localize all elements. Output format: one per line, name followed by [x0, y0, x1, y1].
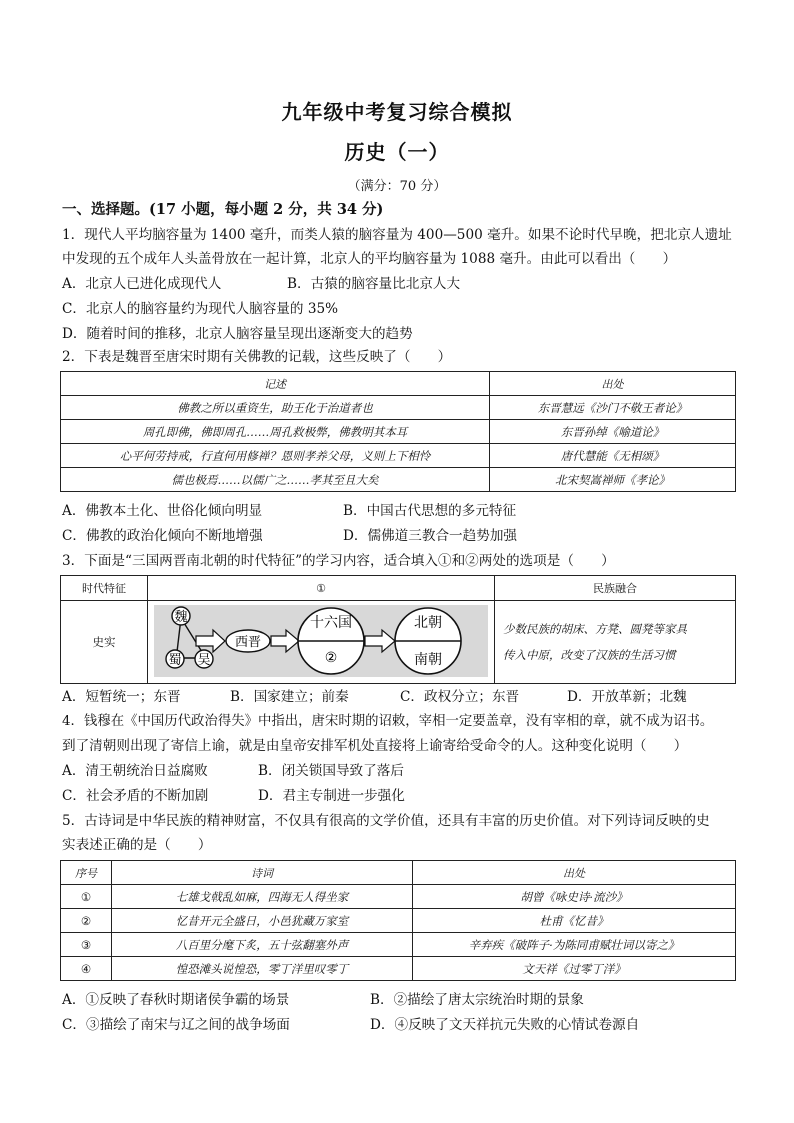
- q3-stem: 3．下面是“三国两晋南北朝的时代特征”的学习内容，适合填入①和②两处的选项是（ ）: [62, 553, 615, 569]
- q1-stem-line2: 中发现的五个成年人头盖骨放在一起计算，北京人的平均脑容量为 1088 毫升。由此可以看出（ ）: [62, 251, 677, 267]
- q3-option-c[interactable]: C．政权分立；东晋: [400, 689, 520, 705]
- q4-option-a[interactable]: A．清王朝统治日益腐败: [62, 763, 208, 779]
- node-nanchao-label: 南朝: [414, 651, 442, 668]
- q5-header-poem: 诗词: [112, 861, 413, 885]
- q2-cell: 心平何劳持戒，行直何用修禅？恩则孝养父母，义则上下相怜: [61, 444, 490, 468]
- q2-cell: 周孔即佛，佛即周孔……周孔救极弊，佛教明其本耳: [61, 420, 490, 444]
- q3-header-fusion: 民族融合: [495, 576, 736, 601]
- q2-table: [60, 371, 736, 492]
- q5-cell-index: ③: [61, 933, 112, 957]
- q5-cell-index: ①: [61, 885, 112, 909]
- table-row: [61, 396, 736, 420]
- q5-cell-source: 文天祥《过零丁洋》: [413, 957, 736, 981]
- q5-stem-line1: 5．古诗词是中华民族的精神财富，不仅具有很高的文学价值，还具有丰富的历史价值。对下列诗词反映的史: [62, 813, 710, 829]
- q2-stem: 2．下表是魏晋至唐宋时期有关佛教的记载，这些反映了（ ）: [62, 349, 452, 365]
- q3-header-blank: ①: [148, 576, 495, 601]
- q5-cell-source: 胡曾《咏史诗·流沙》: [413, 885, 736, 909]
- q3-table: [60, 575, 736, 684]
- q2-header-record: 记述: [61, 372, 490, 396]
- q5-cell-poem: 惶恐滩头说惶恐，零丁洋里叹零丁: [112, 957, 413, 981]
- q2-cell: 北宋契嵩禅师《孝论》: [490, 468, 736, 492]
- section-heading: 一、选择题。(17 小题，每小题 2 分，共 34 分): [62, 201, 384, 218]
- q2-option-a[interactable]: A．佛教本土化、世俗化倾向明显: [62, 503, 263, 519]
- node-xijin-label: 西晋: [234, 634, 262, 650]
- q2-option-b[interactable]: B．中国古代思想的多元特征: [343, 503, 517, 519]
- table-row: [61, 420, 736, 444]
- exam-score: （满分：70 分）: [347, 179, 447, 194]
- table-row: [61, 444, 736, 468]
- node-wu-label: 吴: [197, 652, 211, 668]
- q5-cell-poem: 八百里分麾下炙，五十弦翻塞外声: [112, 933, 413, 957]
- q4-option-d[interactable]: D．君主专制进一步强化: [258, 788, 405, 804]
- q1-option-d[interactable]: D．随着时间的推移，北京人脑容量呈现出逐渐变大的趋势: [62, 326, 413, 342]
- q3-fusion-line1: 少数民族的胡床、方凳、圆凳等家具: [503, 622, 687, 636]
- q3-option-d[interactable]: D．开放革新；北魏: [567, 689, 687, 705]
- node-blank2-label: ②: [324, 649, 338, 666]
- q1-option-c[interactable]: C．北京人的脑容量约为现代人脑容量的 35%: [62, 301, 339, 317]
- q4-option-c[interactable]: C．社会矛盾的不断加剧: [62, 788, 209, 804]
- q1-option-a[interactable]: A．北京人已进化成现代人: [62, 276, 222, 292]
- table-row: [61, 885, 736, 909]
- q2-cell: 东晋慧远《沙门不敬王者论》: [490, 396, 736, 420]
- q2-option-d[interactable]: D．儒佛道三教合一趋势加强: [343, 528, 518, 544]
- q2-cell: 佛教之所以重资生，助王化于治道者也: [61, 396, 490, 420]
- q5-table: [60, 860, 736, 981]
- q2-option-c[interactable]: C．佛教的政治化倾向不断地增强: [62, 528, 263, 544]
- table-row: [61, 933, 736, 957]
- q5-cell-index: ②: [61, 909, 112, 933]
- q4-stem-line1: 4．钱穆在《中国历代政治得失》中指出，唐宋时期的诏敕，宰相一定要盖章，没有宰相的章，就不成为诏书。: [62, 714, 714, 729]
- node-wei-label: 魏: [174, 609, 188, 625]
- q5-cell-index: ④: [61, 957, 112, 981]
- exam-subject: 历史（一）: [344, 140, 450, 164]
- q5-cell-poem: 忆昔开元全盛日，小邑犹藏万家室: [112, 909, 413, 933]
- q2-cell: 唐代慧能《无相颂》: [490, 444, 736, 468]
- node-shu-label: 蜀: [168, 652, 182, 668]
- q1-option-b[interactable]: B．古猿的脑容量比北京人大: [287, 276, 461, 292]
- q5-option-c[interactable]: C．③描绘了南宋与辽之间的战争场面: [62, 1017, 290, 1033]
- q5-cell-source: 辛弃疾《破阵子·为陈同甫赋壮词以寄之》: [413, 933, 736, 957]
- q1-stem-line1: 1．现代人平均脑容量为 1400 毫升，而类人猿的脑容量为 400—500 毫升。如果不论时代早晚，把北京人遗址: [62, 227, 732, 243]
- q5-header-index: 序号: [61, 861, 112, 885]
- q5-cell-source: 杜甫《忆昔》: [413, 909, 736, 933]
- q2-cell: 儒也极焉……以儒广之……孝其至且大矣: [61, 468, 490, 492]
- q5-header-source: 出处: [413, 861, 736, 885]
- q3-option-a[interactable]: A．短暂统一；东晋: [62, 689, 181, 705]
- q5-stem-line2: 实表述正确的是（ ）: [62, 837, 212, 853]
- table-row: [61, 909, 736, 933]
- q2-cell: 东晋孙绰《喻道论》: [490, 420, 736, 444]
- q2-header-source: 出处: [490, 372, 736, 396]
- era-diagram: [151, 602, 491, 680]
- q3-fusion-line2: 传入中原，改变了汉族的生活习惯: [503, 648, 676, 662]
- q5-option-a[interactable]: A．①反映了春秋时期诸侯争霸的场景: [62, 992, 290, 1008]
- q3-option-b[interactable]: B．国家建立；前秦: [230, 689, 349, 705]
- q5-cell-poem: 七雄戈戟乱如麻，四海无人得坐家: [112, 885, 413, 909]
- q3-diagram-cell: [148, 601, 495, 684]
- table-row: [61, 468, 736, 492]
- q3-row-label: 史实: [61, 601, 148, 684]
- q3-header-era: 时代特征: [61, 576, 148, 601]
- q4-stem-line2: 到了清朝则出现了寄信上谕，就是由皇帝安排军机处直接将上谕寄给受命令的人。这种变化说明（ ）: [62, 738, 688, 754]
- q5-option-b[interactable]: B．②描绘了唐太宗统治时期的景象: [370, 992, 584, 1008]
- node-beichao-label: 北朝: [414, 614, 442, 631]
- q5-option-d[interactable]: D．④反映了文天祥抗元失败的心情试卷源自: [370, 1017, 640, 1033]
- node-sixteen-label: 十六国: [310, 614, 352, 631]
- table-row: [61, 957, 736, 981]
- exam-title: 九年级中考复习综合模拟: [281, 100, 513, 124]
- q4-option-b[interactable]: B．闭关锁国导致了落后: [258, 763, 404, 779]
- q3-fusion-cell: [495, 601, 736, 684]
